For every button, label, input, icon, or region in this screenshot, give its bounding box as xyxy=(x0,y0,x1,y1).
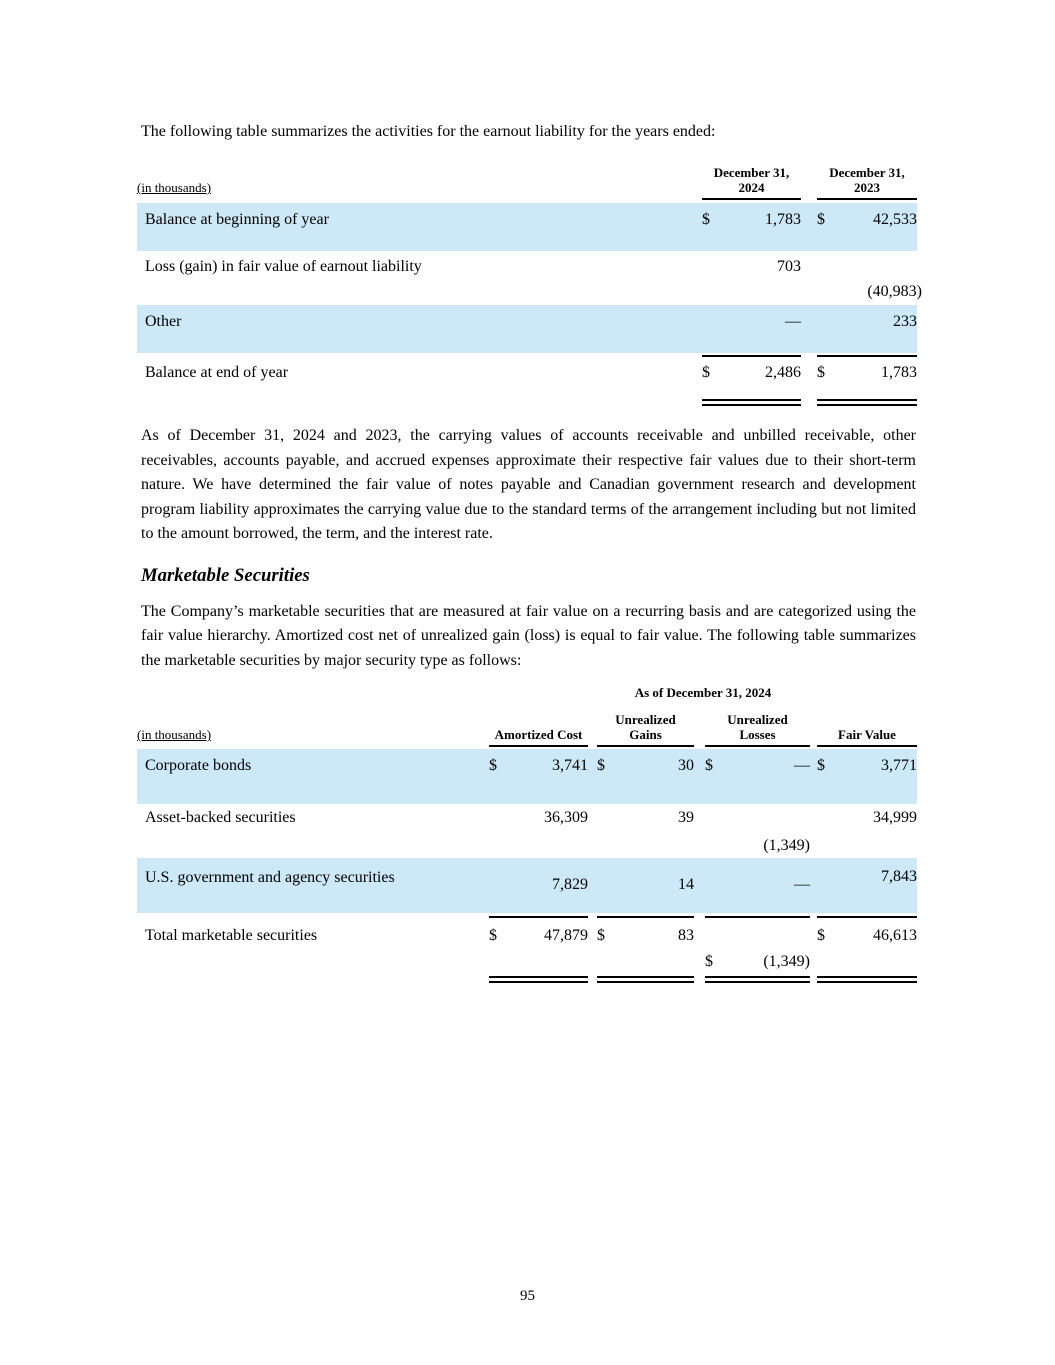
column-header-line1: December 31, xyxy=(829,165,905,180)
column-header-line1: Unrealized xyxy=(615,712,676,727)
table-row-asset-backed xyxy=(137,804,917,858)
double-rule xyxy=(817,399,917,406)
value: — xyxy=(785,313,801,330)
unrealized-gains-cell xyxy=(597,926,694,974)
total-rule-row xyxy=(137,399,917,406)
double-rule xyxy=(702,399,801,406)
value: (1,349) xyxy=(763,953,810,970)
subtotal-rule-row xyxy=(137,916,917,918)
dollar-sign: $ xyxy=(489,757,497,774)
column-header-fair-value xyxy=(817,712,917,747)
value: 3,771 xyxy=(881,757,917,774)
value: 42,533 xyxy=(873,211,917,228)
column-gap xyxy=(137,355,702,357)
column-gap xyxy=(694,712,705,747)
value-cell-2023 xyxy=(817,312,917,353)
column-header-unrealized-gains xyxy=(597,712,694,747)
value: (1,349) xyxy=(763,837,810,854)
column-gap xyxy=(694,756,705,804)
row-label: Total marketable securities xyxy=(145,927,318,944)
value-cell-2023 xyxy=(817,257,922,305)
column-gap xyxy=(694,916,705,918)
column-header-unrealized-losses xyxy=(705,712,810,747)
single-rule xyxy=(705,916,810,918)
value: 39 xyxy=(678,809,694,826)
value: 83 xyxy=(678,927,694,944)
amortized-cost-cell xyxy=(489,926,588,974)
total-rule-row xyxy=(137,976,917,983)
column-gap xyxy=(588,916,597,918)
value-cell-2023 xyxy=(817,210,917,251)
value-cell-2024 xyxy=(702,312,801,353)
dollar-sign: $ xyxy=(597,927,605,944)
value: 14 xyxy=(678,876,694,893)
fair-value-cell xyxy=(817,756,917,804)
page-content xyxy=(137,0,922,983)
column-gap xyxy=(137,399,702,406)
column-gap xyxy=(801,257,817,305)
row-label: Corporate bonds xyxy=(145,757,252,774)
column-gap xyxy=(801,355,817,357)
single-rule xyxy=(489,916,588,918)
unrealized-losses-cell xyxy=(705,756,810,804)
column-gap xyxy=(801,312,817,353)
table-row-corporate-bonds xyxy=(137,749,917,804)
amortized-cost-cell xyxy=(489,858,588,913)
dollar-sign: $ xyxy=(702,211,710,228)
in-thousands-label: (in thousands) xyxy=(137,180,212,195)
earnout-table-header-row xyxy=(137,165,917,200)
dollar-sign: $ xyxy=(817,211,825,228)
unrealized-gains-cell xyxy=(597,858,694,913)
fair-value-cell xyxy=(817,926,917,974)
value: (40,983) xyxy=(867,283,922,300)
value: — xyxy=(794,876,810,893)
column-gap xyxy=(694,926,705,974)
double-rule xyxy=(597,976,694,983)
row-label: Balance at beginning of year xyxy=(145,211,329,228)
double-rule xyxy=(817,976,917,983)
value: 36,309 xyxy=(544,809,588,826)
column-gap xyxy=(694,858,705,913)
table-row-us-government xyxy=(137,858,917,913)
column-gap xyxy=(801,399,817,406)
marketable-securities-heading: Marketable Securities xyxy=(141,564,310,586)
value: 30 xyxy=(678,757,694,774)
value-cell-2024 xyxy=(702,257,801,305)
column-gap xyxy=(810,926,817,974)
unrealized-gains-cell xyxy=(597,756,694,804)
intro-text: The following table summarizes the activities for the earnout liability for the years ended: xyxy=(141,123,716,140)
row-label: Other xyxy=(145,313,182,330)
column-gap xyxy=(810,858,817,913)
column-gap xyxy=(801,165,817,200)
unrealized-losses-cell xyxy=(705,858,810,913)
column-gap xyxy=(588,712,597,747)
column-gap xyxy=(588,926,597,974)
value-cell-2024 xyxy=(702,210,801,251)
table-caption-row xyxy=(137,685,917,700)
unrealized-gains-cell xyxy=(597,808,694,858)
dollar-sign: $ xyxy=(817,364,825,381)
dollar-sign: $ xyxy=(702,364,710,381)
row-label: Balance at end of year xyxy=(145,364,289,381)
row-label: U.S. government and agency securities xyxy=(145,869,395,886)
value: 2,486 xyxy=(765,364,801,381)
dollar-sign: $ xyxy=(817,757,825,774)
in-thousands-cell xyxy=(137,712,489,747)
value: 7,843 xyxy=(881,868,917,885)
value: 7,829 xyxy=(552,876,588,893)
marketable-securities-table xyxy=(137,685,917,983)
row-label: Asset-backed securities xyxy=(145,809,296,826)
in-thousands-label: (in thousands) xyxy=(137,727,212,742)
column-gap xyxy=(137,976,489,983)
column-gap xyxy=(588,858,597,913)
column-gap xyxy=(810,916,817,918)
double-rule xyxy=(705,976,810,983)
column-gap xyxy=(810,756,817,804)
column-header-line2: Fair Value xyxy=(838,727,896,742)
column-header-amortized-cost xyxy=(489,712,588,747)
value: 3,741 xyxy=(552,757,588,774)
column-header-line2: Losses xyxy=(739,727,776,742)
table-row-balance-ending xyxy=(137,357,917,387)
column-gap xyxy=(694,976,705,983)
value: 1,783 xyxy=(881,364,917,381)
column-header-line2: Amortized Cost xyxy=(494,727,583,742)
column-gap xyxy=(137,916,489,918)
column-header-line1: Unrealized xyxy=(727,712,788,727)
dollar-sign: $ xyxy=(489,927,497,944)
table-row-balance-beginning xyxy=(137,203,917,251)
single-rule xyxy=(817,355,917,357)
fair-value-cell xyxy=(817,808,917,858)
value: 46,613 xyxy=(873,927,917,944)
value-cell-2023 xyxy=(817,363,917,387)
value: 1,783 xyxy=(765,211,801,228)
value-cell-2024 xyxy=(702,363,801,387)
amortized-cost-cell xyxy=(489,756,588,804)
dollar-sign: $ xyxy=(705,757,713,774)
row-label: Loss (gain) in fair value of earnout liability xyxy=(145,258,422,275)
column-gap xyxy=(810,808,817,858)
double-rule xyxy=(489,976,588,983)
column-header-line2: 2024 xyxy=(738,180,765,195)
dollar-sign: $ xyxy=(705,953,713,970)
column-gap xyxy=(810,712,817,747)
column-header-line2: Gains xyxy=(629,727,662,742)
single-rule xyxy=(817,916,917,918)
fair-value-cell xyxy=(817,858,917,913)
unrealized-losses-cell xyxy=(705,926,810,974)
in-thousands-cell xyxy=(137,165,702,200)
column-header-line1: December 31, xyxy=(713,165,790,180)
column-gap xyxy=(810,976,817,983)
securities-table-header-row xyxy=(137,712,917,747)
column-gap xyxy=(588,756,597,804)
column-gap xyxy=(588,808,597,858)
value: 703 xyxy=(777,258,801,275)
column-gap xyxy=(801,363,817,387)
column-gap xyxy=(137,685,489,700)
single-rule xyxy=(597,916,694,918)
page-number: 95 xyxy=(520,1288,535,1304)
table-row-loss-gain xyxy=(137,251,922,305)
value: 233 xyxy=(893,313,917,330)
unrealized-losses-cell xyxy=(705,808,810,858)
fair-value-paragraph: As of December 31, 2024 and 2023, the carrying values of accounts receivable and unbilled receivable, other receivables, accounts payable, and accrued expenses approximate their respective fair values due to their short-term nature. We have determined the fair value of notes payable and Canadian government research and development program liability approximates the carrying value due to the standard terms of the arrangement including but not limited to the amount borrowed, the term, and the interest rate. xyxy=(141,427,916,542)
table-row-total-marketable xyxy=(137,918,917,974)
dollar-sign: $ xyxy=(817,927,825,944)
column-gap xyxy=(588,976,597,983)
subtotal-rule-row xyxy=(137,355,917,357)
column-header-line2: 2023 xyxy=(854,180,880,195)
column-header-december-2024 xyxy=(702,165,801,200)
single-rule xyxy=(702,355,801,357)
marketable-securities-paragraph: The Company’s marketable securities that are measured at fair value on a recurring basis and are categorized using the fair value hierarchy. Amortized cost net of unrealized gain (loss) is equal to fair value. The following table summarizes the marketable securities by major security type as follows: xyxy=(141,602,916,669)
column-header-december-2023 xyxy=(817,165,917,200)
value: 34,999 xyxy=(873,809,917,826)
as-of-date-caption: As of December 31, 2024 xyxy=(634,685,772,700)
amortized-cost-cell xyxy=(489,808,588,858)
earnout-liability-table xyxy=(137,165,922,406)
table-row-other xyxy=(137,305,917,353)
value: 47,879 xyxy=(544,927,588,944)
dollar-sign: $ xyxy=(597,757,605,774)
column-gap xyxy=(801,210,817,251)
value: — xyxy=(794,757,810,774)
column-gap xyxy=(694,808,705,858)
